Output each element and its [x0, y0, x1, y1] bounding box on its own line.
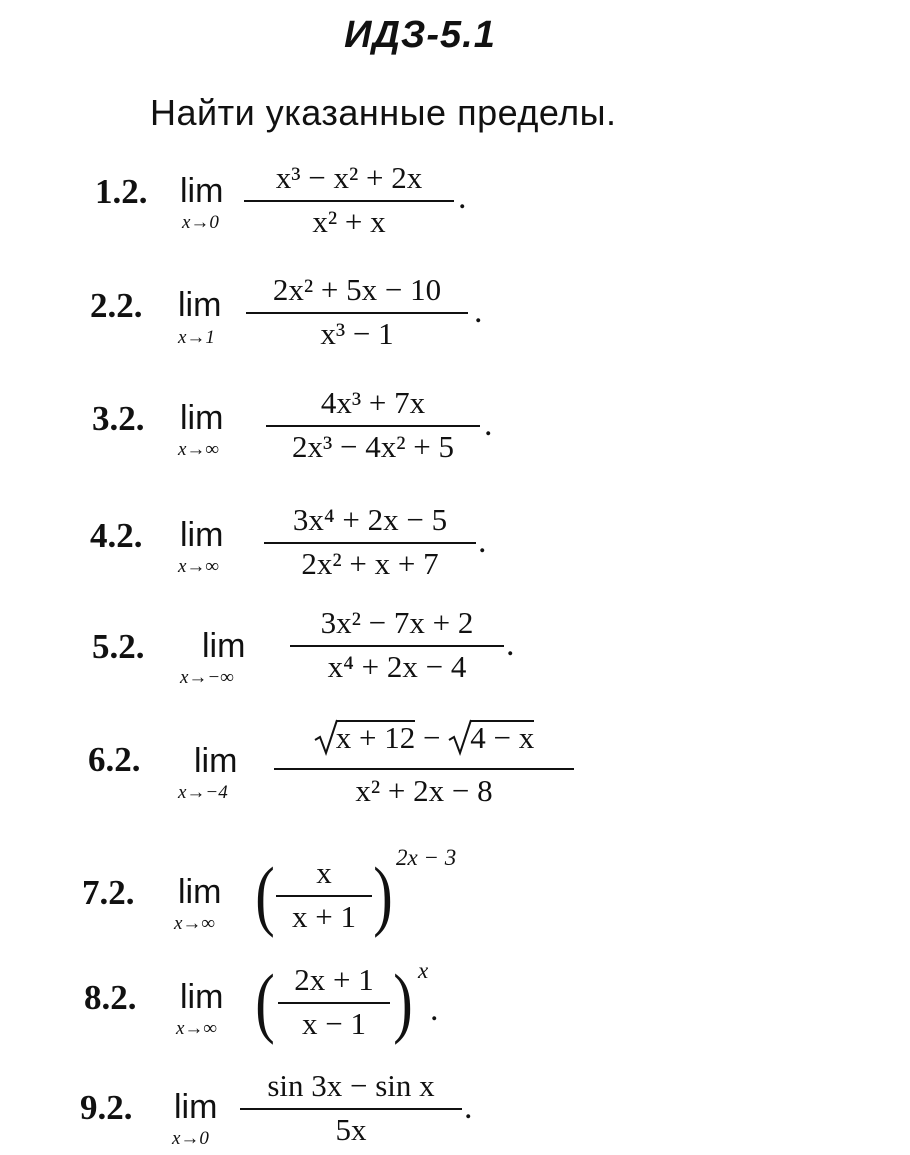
- problem-9-2: [0, 1068, 900, 1154]
- lim-operator: lim: [180, 172, 224, 210]
- lim-approach: x→−4: [178, 782, 228, 803]
- lim-approach: x→0: [172, 1128, 209, 1149]
- fraction-numerator: x: [316, 855, 332, 890]
- lim-approach: x→−∞: [180, 667, 234, 688]
- problem-7-2: [0, 845, 900, 945]
- left-parenthesis: (: [255, 851, 275, 938]
- radical-sign-icon: [314, 718, 338, 756]
- trailing-period: .: [474, 293, 483, 330]
- fraction-numerator: 2x² + 5x − 10: [272, 272, 442, 307]
- trailing-period: .: [478, 523, 487, 560]
- problem-number: 5.2.: [92, 627, 145, 666]
- problem-number: 9.2.: [80, 1088, 133, 1127]
- fraction-denominator: x⁴ + 2x − 4: [327, 649, 467, 684]
- lim-approach: x→∞: [178, 556, 219, 577]
- lim-approach: x→0: [182, 212, 219, 233]
- problem-number: 3.2.: [92, 399, 145, 438]
- problem-number: 6.2.: [88, 740, 141, 779]
- fraction-bar: [246, 312, 468, 314]
- fraction-numerator: 2x + 1: [294, 962, 374, 997]
- fraction-denominator: x² + 2x − 8: [355, 773, 493, 808]
- fraction-numerator: 3x² − 7x + 2: [320, 605, 474, 640]
- right-parenthesis: ): [393, 958, 413, 1045]
- trailing-period: .: [506, 626, 515, 663]
- radical-sign-icon: [448, 718, 472, 756]
- problem-2-2: [0, 272, 900, 352]
- lim-approach: x→1: [178, 327, 215, 348]
- problem-4-2: [0, 500, 900, 580]
- square-root-left: [314, 720, 415, 756]
- fraction-denominator: x³ − 1: [320, 316, 394, 351]
- lim-operator: lim: [174, 1088, 218, 1126]
- fraction-bar: [274, 768, 574, 770]
- fraction-denominator: 5x: [335, 1112, 367, 1147]
- problem-6-2: [0, 718, 900, 818]
- problem-number: 1.2.: [95, 172, 148, 211]
- trailing-period: .: [484, 406, 493, 443]
- fraction-denominator: x² + x: [312, 204, 386, 239]
- fraction-numerator: 4x³ + 7x: [320, 385, 426, 420]
- square-root-right: [448, 720, 534, 756]
- fraction-numerator: x³ − x² + 2x: [275, 160, 423, 195]
- fraction-numerator: sin 3x − sin x: [267, 1068, 435, 1103]
- problem-number: 8.2.: [84, 978, 137, 1017]
- fraction-bar: [244, 200, 454, 202]
- exponent: x: [418, 958, 429, 983]
- minus-sign: −: [423, 720, 441, 755]
- lim-approach: x→∞: [178, 439, 219, 460]
- problem-3-2: [0, 385, 900, 465]
- fraction-bar: [266, 425, 480, 427]
- fraction-denominator: 2x³ − 4x² + 5: [291, 429, 455, 464]
- problem-number: 4.2.: [90, 516, 143, 555]
- radicand: 4 − x: [470, 720, 535, 755]
- lim-operator: lim: [180, 516, 224, 554]
- lim-operator: lim: [202, 627, 246, 665]
- problem-1-2: [0, 160, 900, 240]
- trailing-period: .: [430, 991, 439, 1028]
- lim-approach: x→∞: [176, 1018, 217, 1039]
- lim-operator: lim: [180, 399, 224, 437]
- trailing-period: .: [458, 179, 467, 216]
- fraction-numerator: [274, 720, 574, 756]
- lim-operator: lim: [178, 286, 222, 324]
- exponent: 2x − 3: [396, 845, 457, 870]
- problem-5-2: [0, 605, 900, 688]
- lim-approach: x→∞: [174, 913, 215, 934]
- lim-operator: lim: [194, 742, 238, 780]
- left-parenthesis: (: [255, 958, 275, 1045]
- task-instruction: Найти указанные пределы.: [150, 92, 617, 133]
- fraction-bar: [290, 645, 504, 647]
- page-title: ИДЗ-5.1: [344, 14, 496, 56]
- fraction-bar: [240, 1108, 462, 1110]
- fraction-denominator: x − 1: [302, 1006, 366, 1041]
- fraction-bar: [276, 895, 372, 897]
- lim-operator: lim: [180, 978, 224, 1016]
- problem-number: 7.2.: [82, 873, 135, 912]
- fraction-denominator: x + 1: [292, 899, 356, 934]
- radicand: x + 12: [335, 720, 416, 755]
- problem-8-2: [0, 958, 900, 1052]
- problem-number: 2.2.: [90, 286, 143, 325]
- fraction-numerator: 3x⁴ + 2x − 5: [292, 502, 448, 537]
- trailing-period: .: [464, 1089, 473, 1126]
- right-parenthesis: ): [373, 851, 393, 938]
- fraction-bar: [278, 1002, 390, 1004]
- fraction-denominator: 2x² + x + 7: [301, 546, 439, 581]
- fraction-bar: [264, 542, 476, 544]
- lim-operator: lim: [178, 873, 222, 911]
